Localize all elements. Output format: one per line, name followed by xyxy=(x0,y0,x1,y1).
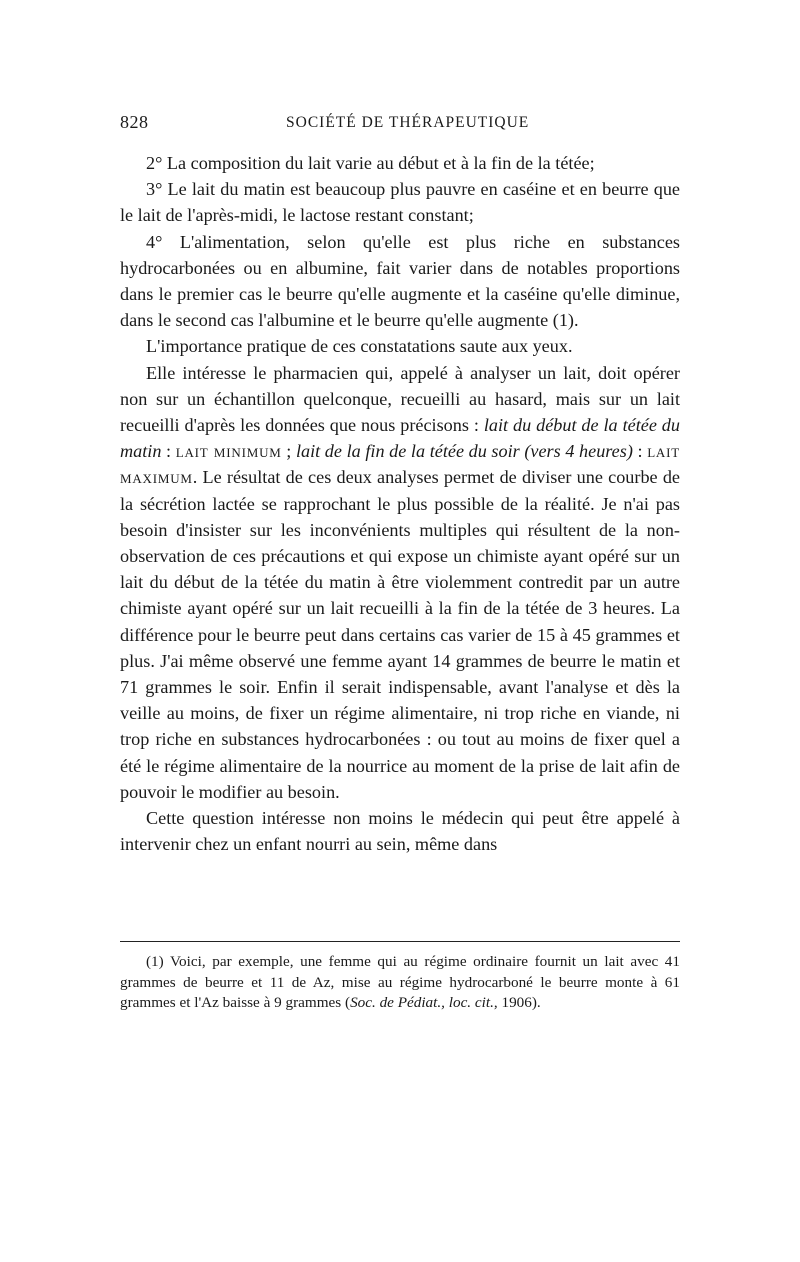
text-run: Elle intéresse le pharmacien qui, appelé à analyser un lait, doit opérer non sur un échantillon quelconque, recueilli au hasard, mais sur un lait recueilli d'après les données que nous précisons : xyxy=(120,362,680,436)
body-text xyxy=(120,150,680,857)
text-run: , 1906). xyxy=(493,994,541,1011)
smallcaps-run: lait minimum xyxy=(175,441,282,462)
italic-run: lait du début de la tétée du matin xyxy=(120,415,680,462)
paragraph-importance: L'importance pratique de ces constatations saute aux yeux. xyxy=(146,336,573,357)
italic-run: Soc. de Pédiat., loc. cit. xyxy=(350,994,494,1011)
paragraph-medecin: Cette question intéresse non moins le médecin qui peut être appelé à intervenir chez un enfant nourri au sein, même dans xyxy=(120,808,680,855)
italic-run: lait de la fin de la tétée du soir (vers 4 heures) xyxy=(295,441,633,462)
footnote-text xyxy=(120,952,680,1014)
text-run: : xyxy=(161,441,176,462)
text-run: (1) Voici, par exemple, une femme qui au régime ordinaire fournit un lait avec 41 grammes de beurre et 11 de Az, mise au régime hydrocarboné le beurre monte à 61 grammes et l'Az baisse à 9 grammes ( xyxy=(120,953,680,1011)
smallcaps-run: lait maximum xyxy=(120,441,680,488)
paragraph-2: 2° La composition du lait varie au début et à la fin de la tétée; xyxy=(146,153,595,173)
footnote-rule xyxy=(120,941,680,942)
text-run: ; xyxy=(281,441,296,462)
running-title: SOCIÉTÉ DE THÉRAPEUTIQUE xyxy=(286,114,530,131)
paragraph-4: 4° L'alimentation, selon qu'elle est plus riche en substances hydrocarbonées ou en albumine, fait varier dans de notables proportions dans le premier cas le beurre qu'elle augmente et la caséine qu'elle diminue, dans le second cas l'albumine et le beurre qu'elle augmente (1). xyxy=(120,231,680,331)
paragraph-3: 3° Le lait du matin est beaucoup plus pauvre en caséine et en beurre que le lait de l'après-midi, le lactose restant constant; xyxy=(120,179,680,226)
page-header xyxy=(120,112,680,136)
paragraph-pharmacien xyxy=(120,360,680,805)
text-run: . Le résultat de ces deux analyses permet de diviser une courbe de la sécrétion lactée se rapprochant le plus possible de la réalité. Je n'ai pas besoin d'insister sur les inconvénients multiples qui résultent de la non-observation de ces précautions et qui expose un chimiste ayant opéré sur un lait du début de la tétée du matin à être violemment contredit par un autre chimiste ayant opéré sur un lait recueilli à la fin de la tétée de 3 heures. La différence pour le beurre peut dans certains cas varier de 15 à 45 grammes et plus. J'ai même observé une femme ayant 14 grammes de beurre le matin et 71 grammes le soir. Enfin il serait indispensable, avant l'analyse et dès la veille au moins, de fixer un régime alimentaire, ni trop riche en viande, ni trop riche en substances hydrocarbonées : ou tout au moins de fixer quel a été le régime alimentaire de la nourrice au moment de la prise de lait afin de pouvoir le modifier au besoin. xyxy=(120,467,680,802)
footnote xyxy=(120,952,680,1014)
text-run: : xyxy=(632,441,648,462)
page-number: 828 xyxy=(120,112,149,132)
